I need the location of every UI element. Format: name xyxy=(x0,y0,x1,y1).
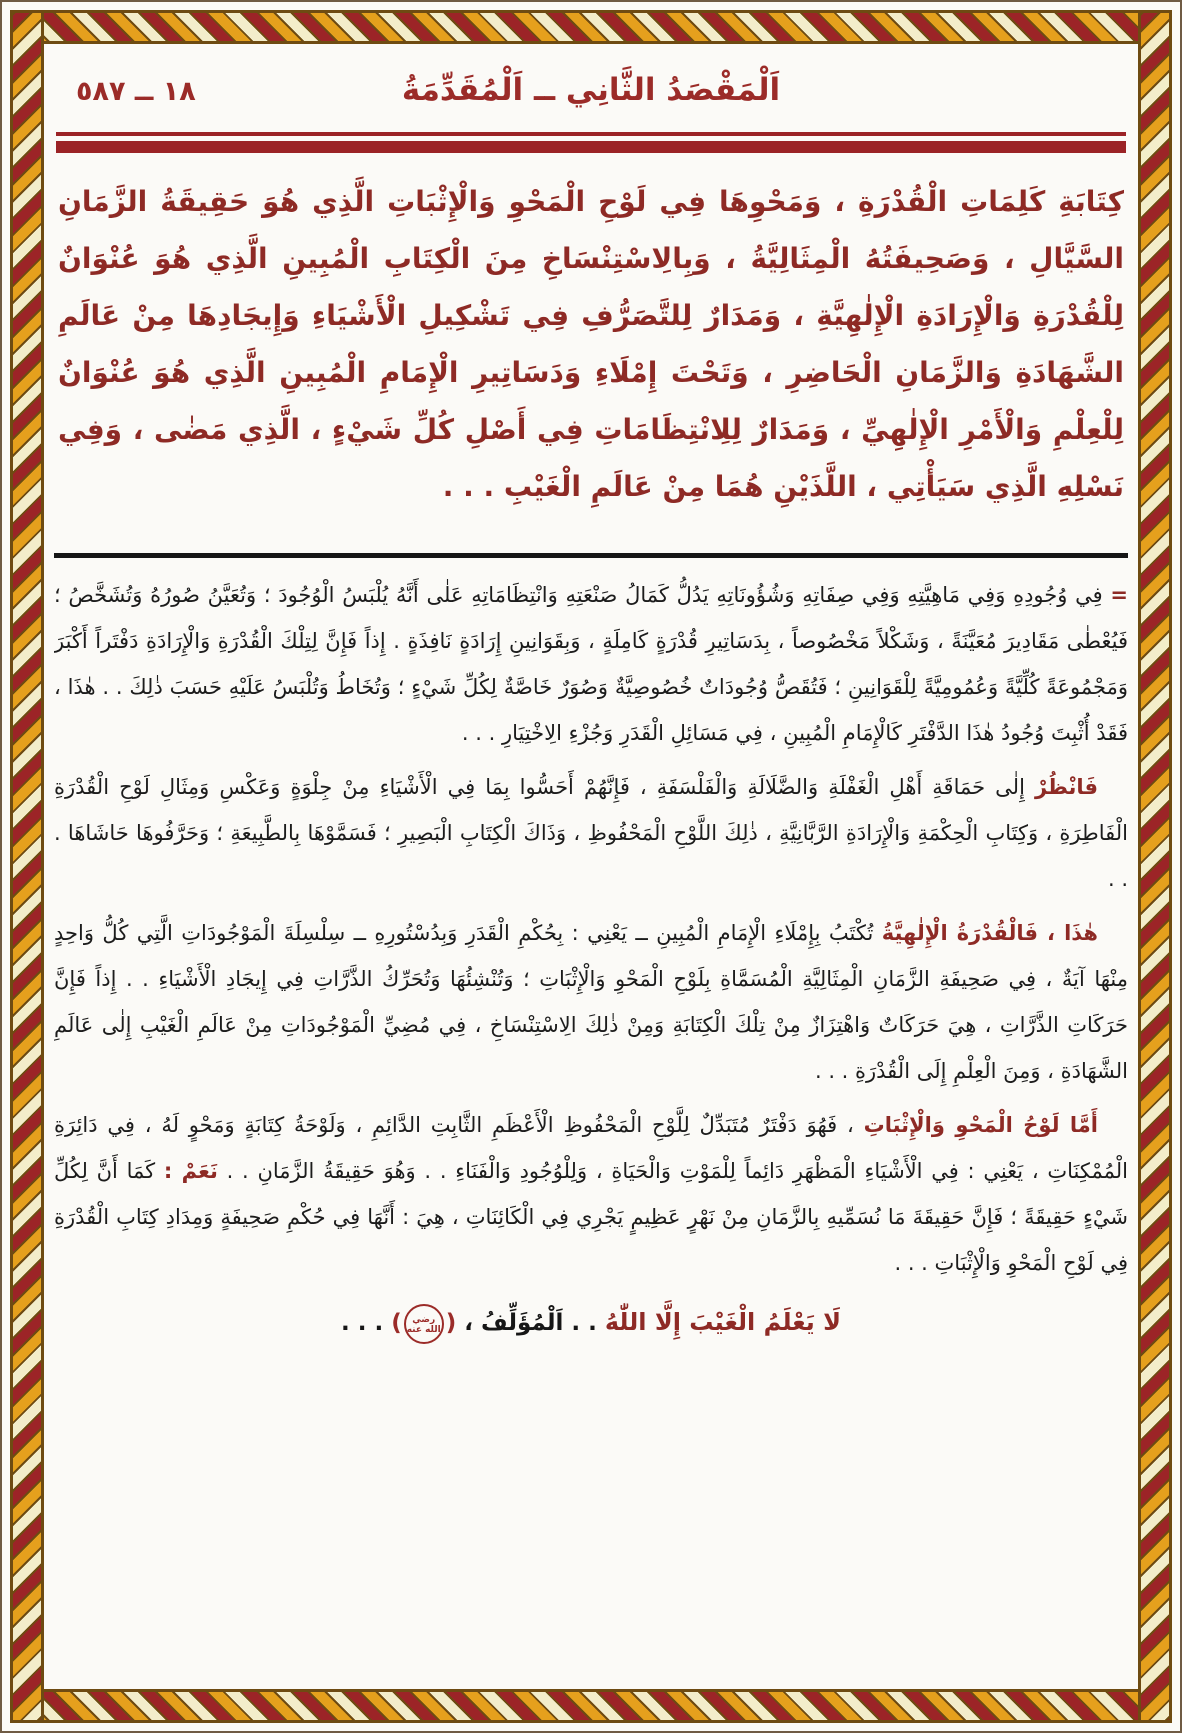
ornament-border-top xyxy=(10,10,1172,44)
footnote-paragraph-1-text: فِي وُجُودِهِ وَفِي مَاهِيَّتِهِ وَفِي صِفَاتِهِ وَشُؤُونَاتِهِ يَدُلُّ كَمَالُ صَنْعَتِهِ وَانْتِظَامَاتِهِ عَلٰى أَنَّهُ يُلْبَسُ الْوُجُودَ ؛ وَتُعَيَّنُ صُورُهُ وَتُشَخَّصُ ؛ فَيُعْطٰى مَقَادِيرَ مُعَيَّنَةً ، وَشَكْلاً مَخْصُوصاً ، بِدَسَاتِيرِ قُدْرَةٍ كَامِلَةٍ ، وَبِقَوَانِينِ إِرَادَةٍ نَافِذَةٍ . إِذاً فَإِنَّ لِتِلْكَ الْقُدْرَةِ وَالْإِرَادَةِ دَفْتَراً أَكْبَرَ وَمَجْمُوعَةً كُلِّيَّةً وَعُمُومِيَّةً لِلْقَوَانِينِ ؛ فَتُقَصُّ وُجُودَاتٌ خُصُوصِيَّةٌ وَصُوَرٌ خَاصَّةٌ لِكُلِّ شَيْءٍ ؛ وَتُخَاطُ وَتُلْبَسُ عَلَيْهِ حَسَبَ ذٰلِكَ . . هٰذَا ، فَقَدْ أُثْبِتَ وُجُودُ هٰذَا الدَّفْتَرِ كَالْإِمَامِ الْمُبِينِ ، فِي مَسَائِلِ الْقَدَرِ وَجُزْءِ الِاخْتِيَارِ . . . xyxy=(54,583,1128,745)
footnote-paragraph-4 xyxy=(54,1102,1128,1286)
footnote-lead-3: هٰذَا ، فَالْقُدْرَةُ الْإِلٰهِيَّةُ xyxy=(881,921,1098,945)
ornament-border-left xyxy=(10,10,44,1723)
page-numbers: ١٨ ــ ٥٨٧ xyxy=(76,76,196,107)
footnote-paragraph-4-text-b: كَمَا أَنَّ لِكُلِّ شَيْءٍ حَقِيقَةً ؛ فَإِنَّ حَقِيقَةَ مَا نُسَمِّيهِ بِالزَّمَانِ مِنْ نَهْرٍ عَظِيمٍ يَجْرِي فِي الْكَائِنَاتِ ، هِيَ : أَنَّهَا فِي حُكْمِ صَحِيفَةٍ وَمِدَادِ كِتَابِ الْقُدْرَةِ فِي لَوْحِ الْمَحْوِ وَالْإِثْبَاتِ . . . xyxy=(54,1159,1128,1275)
footnote-paragraph-3-text: تُكْتَبُ بِإِمْلَاءِ الْإِمَامِ الْمُبِينِ ــ يَعْنِي : بِحُكْمِ الْقَدَرِ وَبِدُسْتُورِهِ ــ سِلْسِلَةَ الْمَوْجُودَاتِ الَّتِي كُلُّ وَاحِدٍ مِنْهَا آيَةٌ ، فِي صَحِيفَةِ الزَّمَانِ الْمِثَالِيَّةِ الْمُسَمَّاةِ بِلَوْحِ الْمَحْوِ وَالْإِثْبَاتِ ؛ وَتُنْشِئُهَا وَتُحَرِّكُ الذَّرَّاتِ فِي إِيجَادِ الْأَشْيَاءِ . . إِذاً فَإِنَّ حَرَكَاتِ الذَّرَّاتِ ، هِيَ حَرَكَاتٌ وَاهْتِزَازٌ مِنْ تِلْكَ الْكِتَابَةِ وَمِنْ ذٰلِكَ الِاسْتِنْسَاخِ ، فِي مُضِيِّ الْمَوْجُودَاتِ مِنْ عَالَمِ الْغَيْبِ إِلٰى عَالَمِ الشَّهَادَةِ ، وَمِنَ الْعِلْمِ إِلَى الْقُدْرَةِ . . . xyxy=(54,921,1128,1083)
footnote-paragraph-2 xyxy=(54,764,1128,902)
page-header xyxy=(54,72,1128,122)
footnote-separator xyxy=(54,553,1128,558)
footnote-emphasis-naam: نَعَمْ : xyxy=(163,1159,218,1183)
closing-line xyxy=(54,1296,1128,1349)
footnote-paragraph-4-text-a: ، فَهُوَ دَفْتَرٌ مُتَبَدِّلٌ لِلَّوْحِ الْمَحْفُوظِ الْأَعْظَمِ الثَّابِتِ الدَّائِمِ ، وَلَوْحَةُ كِتَابَةٍ وَمَحْوٍ لَهُ ، فِي دَائِرَةِ الْمُمْكِنَاتِ ، يَعْنِي : فِي الْأَشْيَاءِ الْمَظْهَرِ دَائِماً لِلْمَوْتِ وَالْحَيَاةِ ، وَلِلْوُجُودِ وَالْفَنَاءِ . . وَهُوَ حَقِيقَةُ الزَّمَانِ . . xyxy=(54,1113,1128,1183)
seal-close-paren: ) xyxy=(391,1310,402,1336)
closing-trailing-dots: . . . xyxy=(340,1310,392,1336)
ornament-border-bottom xyxy=(10,1689,1172,1723)
footnote-paragraph-1 xyxy=(54,572,1128,756)
footnote-paragraph-2-text: إِلٰى حَمَاقَةِ أَهْلِ الْغَفْلَةِ وَالضَّلَالَةِ وَالْفَلْسَفَةِ ، فَإِنَّهُمْ أَحَسُّوا بِمَا فِي الْأَشْيَاءِ مِنْ جِلْوَةٍ وَعَكْسِ وَمِثَالِ لَوْحِ الْقُدْرَةِ الْفَاطِرَةِ ، وَكِتَابِ الْحِكْمَةِ وَالْإِرَادَةِ الرَّبَّانِيَّةِ ، ذٰلِكَ اللَّوْحِ الْمَحْفُوظِ ، وَذَاكَ الْكِتَابِ الْبَصِيرِ ؛ فَسَمَّوْهَا بِالطَّبِيعَةِ ؛ وَحَرَّفُوهَا حَاشَاهَا . . . xyxy=(54,775,1128,891)
header-rule xyxy=(56,132,1126,153)
header-rule-thick xyxy=(56,141,1126,153)
footnote-paragraph-3 xyxy=(54,910,1128,1094)
ornament-border-right xyxy=(1138,10,1172,1723)
page-content xyxy=(54,46,1128,1687)
main-body-text: كِتَابَةِ كَلِمَاتِ الْقُدْرَةِ ، وَمَحْوِهَا فِي لَوْحِ الْمَحْوِ وَالْإِثْبَاتِ الَّذِي هُوَ حَقِيقَةُ الزَّمَانِ السَّيَّالِ ، وَصَحِيفَتُهُ الْمِثَالِيَّةُ ، وَبِالِاسْتِنْسَاخِ مِنَ الْكِتَابِ الْمُبِينِ الَّذِي هُوَ عُنْوَانٌ لِلْقُدْرَةِ وَالْإِرَادَةِ الْإِلٰهِيَّةِ ، وَمَدَارٌ لِلتَّصَرُّفِ فِي تَشْكِيلِ الْأَشْيَاءِ وَإِيجَادِهَا مِنْ عَالَمِ الشَّهَادَةِ وَالزَّمَانِ الْحَاضِرِ ، وَتَحْتَ إِمْلَاءِ وَدَسَاتِيرِ الْإِمَامِ الْمُبِينِ الَّذِي هُوَ عُنْوَانٌ لِلْعِلْمِ وَالْأَمْرِ الْإِلٰهِيِّ ، وَمَدَارٌ لِلِانْتِظَامَاتِ فِي أَصْلِ كُلِّ شَيْءٍ ، الَّذِي مَضٰى ، وَفِي نَسْلِهِ الَّذِي سَيَأْتِي ، اللَّذَيْنِ هُمَا مِنْ عَالَمِ الْغَيْبِ . . . xyxy=(58,185,1124,503)
closing-dots: . . xyxy=(563,1310,605,1336)
footnote-lead-2: فَانْظُرْ xyxy=(1034,775,1098,799)
page-title: اَلْمَقْصَدُ الثَّانِي ــ اَلْمُقَدِّمَةُ xyxy=(401,72,781,108)
footnote-continuation-marker: = xyxy=(1110,583,1128,607)
footnote-lead-4: أَمَّا لَوْحُ الْمَحْوِ وَالْإِثْبَاتِ xyxy=(863,1113,1098,1137)
radiallahu-anhu-seal: رضي الله عنه xyxy=(404,1304,444,1344)
footnote-section xyxy=(54,572,1128,1286)
closing-invocation: لَا يَعْلَمُ الْغَيْبَ إِلَّا اللّٰهُ xyxy=(604,1308,842,1336)
seal-open-paren: ( xyxy=(445,1310,457,1336)
author-label: اَلْمُؤَلِّفُ ، xyxy=(464,1310,564,1336)
